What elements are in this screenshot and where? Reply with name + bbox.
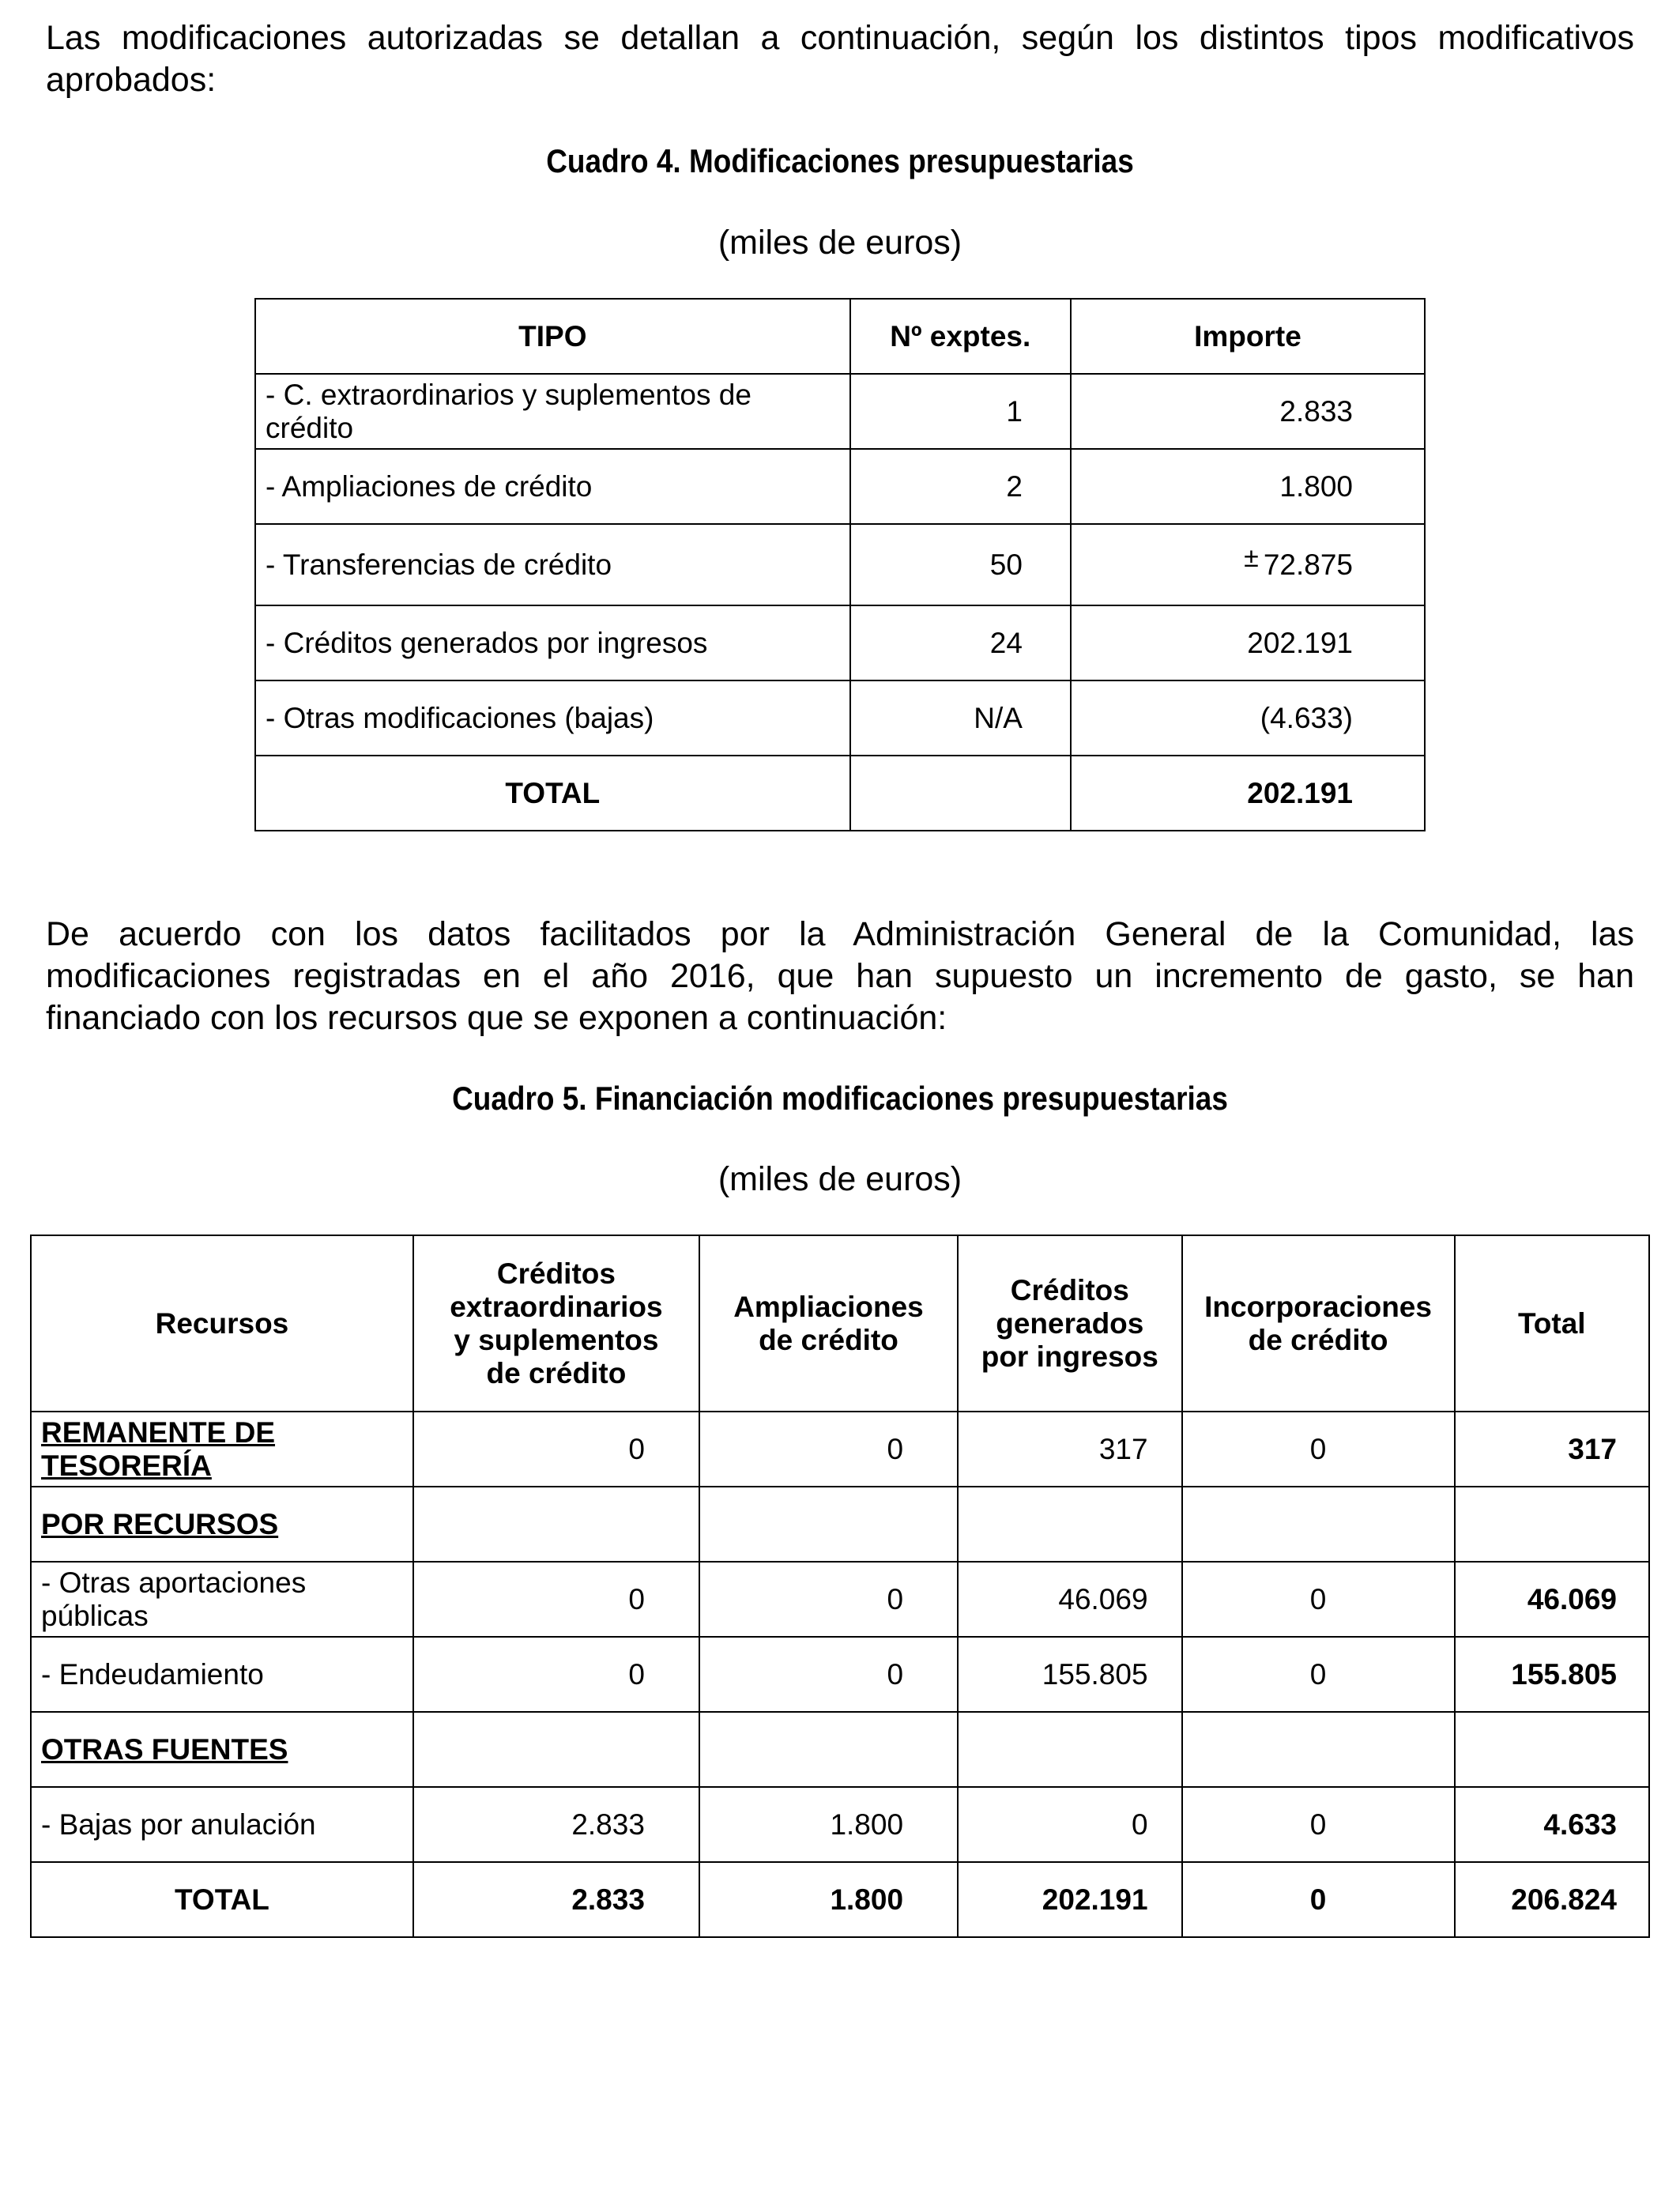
- total-importe: 202.191: [1071, 756, 1425, 831]
- total-row: [255, 756, 1425, 831]
- row-tipo: - Otras modificaciones (bajas): [255, 680, 850, 756]
- cell: [413, 1712, 699, 1787]
- row-tipo: - Créditos generados por ingresos: [255, 605, 850, 680]
- financing-paragraph: [46, 914, 1634, 1039]
- intro-line-1: Las modificaciones autorizadas se detallan a continuación, según los distintos tipos modificativos: [46, 19, 1634, 57]
- cuadro5-table: [30, 1235, 1650, 1938]
- cell: 155.805: [958, 1637, 1182, 1712]
- cuadro5-header-row: [31, 1235, 1649, 1412]
- table-row: [255, 374, 1425, 449]
- intro-line-2: aprobados:: [46, 61, 217, 99]
- row-label: - Bajas por anulación: [31, 1787, 413, 1862]
- total-cell: 202.191: [958, 1862, 1182, 1937]
- row-total: 4.633: [1455, 1787, 1649, 1862]
- col-header-total: Total: [1455, 1235, 1649, 1412]
- total-cell: 1.800: [699, 1862, 958, 1937]
- table-row: [31, 1637, 1649, 1712]
- row-importe: 72.875: [1263, 548, 1353, 581]
- cuadro5-caption: Cuadro 5. Financiación modificaciones presupuestarias: [452, 1080, 1228, 1117]
- col-header-generados: [958, 1235, 1182, 1412]
- table-row: [31, 1787, 1649, 1862]
- cell: 0: [699, 1637, 958, 1712]
- col-header-extraordinarios: [413, 1235, 699, 1412]
- cell: 0: [699, 1412, 958, 1487]
- row-total: 155.805: [1455, 1637, 1649, 1712]
- cell: 0: [699, 1562, 958, 1637]
- table-row: [255, 449, 1425, 524]
- cell: 0: [958, 1787, 1182, 1862]
- cell: 46.069: [958, 1562, 1182, 1637]
- row-exptes: 24: [850, 605, 1071, 680]
- row-exptes: 50: [850, 524, 1071, 605]
- header-line: Créditos: [496, 1257, 616, 1290]
- header-line: extraordinarios: [450, 1290, 663, 1323]
- header-line: y suplementos: [454, 1323, 659, 1356]
- row-importe-cell: [1071, 524, 1425, 605]
- cell: [958, 1712, 1182, 1787]
- total-label: TOTAL: [31, 1862, 413, 1937]
- cell: 0: [413, 1637, 699, 1712]
- cuadro5-units: (miles de euros): [718, 1160, 962, 1198]
- paragraph-line-3: financiado con los recursos que se exponen a continuación:: [46, 999, 947, 1037]
- cell: [413, 1487, 699, 1562]
- header-line: Créditos: [1010, 1273, 1129, 1306]
- col-header-importe: Importe: [1071, 299, 1425, 374]
- row-total: 46.069: [1455, 1562, 1649, 1637]
- row-exptes: 1: [850, 374, 1071, 449]
- col-header-exptes: Nº exptes.: [850, 299, 1071, 374]
- cuadro4-units: (miles de euros): [718, 224, 962, 262]
- cell: [958, 1487, 1182, 1562]
- row-total: 317: [1455, 1412, 1649, 1487]
- header-line: por ingresos: [981, 1340, 1158, 1373]
- cell: 0: [1182, 1637, 1455, 1712]
- header-line: de crédito: [759, 1323, 898, 1356]
- cell: [699, 1487, 958, 1562]
- cell: 0: [413, 1562, 699, 1637]
- row-tipo: - Ampliaciones de crédito: [255, 449, 850, 524]
- cell: 317: [958, 1412, 1182, 1487]
- cell: [699, 1712, 958, 1787]
- cell: 0: [1182, 1562, 1455, 1637]
- row-exptes: N/A: [850, 680, 1071, 756]
- header-line: generados: [996, 1306, 1144, 1340]
- paragraph-line-2: modificaciones registradas en el año 2016, que han supuesto un incremento de gasto, se han: [46, 957, 1634, 995]
- cell: 0: [1182, 1787, 1455, 1862]
- cuadro4-header-row: [255, 299, 1425, 374]
- row-importe: (4.633): [1071, 680, 1425, 756]
- table-row: [255, 680, 1425, 756]
- col-header-tipo: TIPO: [255, 299, 850, 374]
- cell: [1182, 1712, 1455, 1787]
- col-header-incorporaciones: [1182, 1235, 1455, 1412]
- col-header-recursos: Recursos: [31, 1235, 413, 1412]
- table-row: [31, 1562, 1649, 1637]
- row-exptes: 2: [850, 449, 1071, 524]
- row-importe: 202.191: [1071, 605, 1425, 680]
- plus-minus-sign: ±: [1244, 542, 1259, 573]
- table-row: [31, 1412, 1649, 1487]
- row-importe: 2.833: [1071, 374, 1425, 449]
- row-importe: 1.800: [1071, 449, 1425, 524]
- header-line: de crédito: [1248, 1323, 1388, 1356]
- total-cell: 0: [1182, 1862, 1455, 1937]
- cuadro4-caption: Cuadro 4. Modificaciones presupuestarias: [546, 142, 1134, 179]
- cuadro4-table: [254, 298, 1426, 831]
- table-row: [31, 1487, 1649, 1562]
- cell: 2.833: [413, 1787, 699, 1862]
- total-label: TOTAL: [255, 756, 850, 831]
- grand-total: 206.824: [1455, 1862, 1649, 1937]
- intro-paragraph: [46, 17, 1634, 101]
- col-header-ampliaciones: [699, 1235, 958, 1412]
- header-line: Ampliaciones: [733, 1290, 924, 1323]
- header-line: Incorporaciones: [1204, 1290, 1432, 1323]
- row-label: REMANENTE DE TESORERÍA: [31, 1412, 413, 1487]
- header-line: de crédito: [486, 1356, 627, 1389]
- cell: 1.800: [699, 1787, 958, 1862]
- paragraph-line-1: De acuerdo con los datos facilitados por la Administración General de la Comunidad, las: [46, 915, 1634, 953]
- row-label: - Otras aportaciones públicas: [31, 1562, 413, 1637]
- row-total: [1455, 1712, 1649, 1787]
- cell: [1182, 1487, 1455, 1562]
- row-tipo: - Transferencias de crédito: [255, 524, 850, 605]
- row-total: [1455, 1487, 1649, 1562]
- cell: 0: [413, 1412, 699, 1487]
- table-row: [255, 605, 1425, 680]
- row-tipo: - C. extraordinarios y suplementos de crédito: [255, 374, 850, 449]
- row-label: - Endeudamiento: [31, 1637, 413, 1712]
- table-row: [31, 1712, 1649, 1787]
- row-label: POR RECURSOS: [31, 1487, 413, 1562]
- total-cell: 2.833: [413, 1862, 699, 1937]
- total-row: [31, 1862, 1649, 1937]
- table-row: [255, 524, 1425, 605]
- cell: 0: [1182, 1412, 1455, 1487]
- row-label: OTRAS FUENTES: [31, 1712, 413, 1787]
- total-exptes: [850, 756, 1071, 831]
